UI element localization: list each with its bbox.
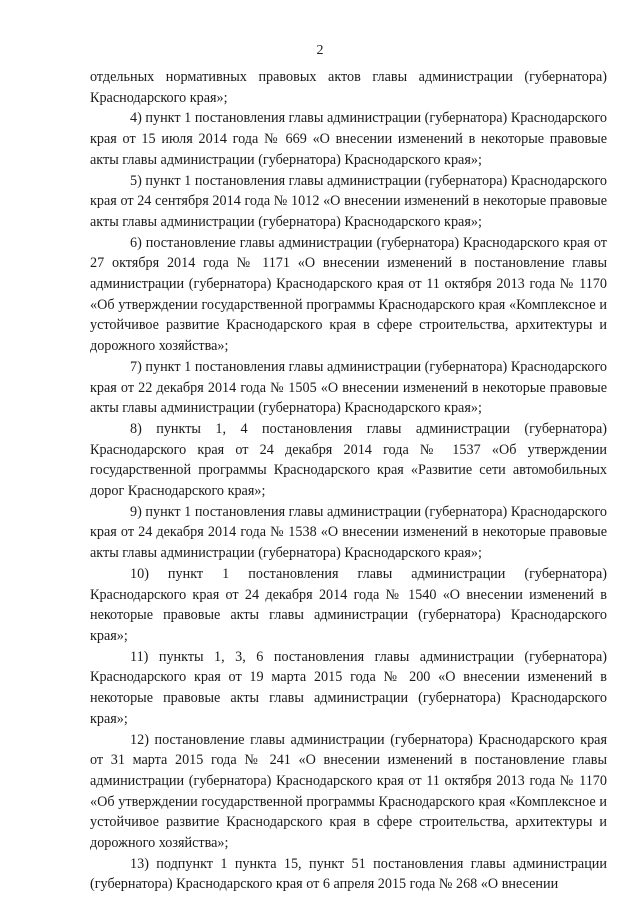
list-item: 6) постановление главы администрации (губернатора) Краснодарского края от 27 октября 2014 года № 1171 «О внесении изменений в постановление главы администрации (губернатора) Краснодарского края от 11 октября 2013 года № 1170 «Об утверждении государственной программы Краснодарского края «Комплексное и устойчивое развитие Краснодарского края в сфере строительства, архитектуры и дорожного хозяйства»; — [90, 234, 607, 355]
list-item: 8) пункты 1, 4 постановления главы администрации (губернатора) Краснодарского края от 24 декабря 2014 года № 1537 «Об утверждении государственной программы Краснодарского края «Развитие сети автомобильных дорог Краснодарского края»; — [90, 420, 607, 500]
paragraph-continuation: отдельных нормативных правовых актов главы администрации (губернатора) Краснодарского края»; — [90, 69, 607, 106]
list-item: 10) пункт 1 постановления главы администрации (губернатора) Краснодарского края от 24 декабря 2014 года № 1540 «О внесении изменений в некоторые правовые акты главы администрации (губернатора) Краснодарского края»; — [90, 565, 607, 644]
list-item: 11) пункты 1, 3, 6 постановления главы администрации (губернатора) Краснодарского края от 19 марта 2015 года № 200 «О внесении изменений в некоторые правовые акты главы администрации (губернатора) Краснодарского края»; — [90, 648, 607, 727]
list-item: 4) пункт 1 постановления главы администрации (губернатора) Краснодарского края от 15 июля 2014 года № 669 «О внесении изменений в некоторые правовые акты главы администрации (губернатора) Краснодарского края»; — [90, 110, 607, 168]
list-item: 9) пункт 1 постановления главы администрации (губернатора) Краснодарского края от 24 декабря 2014 года № 1538 «О внесении изменений в некоторые правовые акты главы администрации (губернатора) Краснодарского края»; — [90, 503, 607, 562]
list-item: 7) пункт 1 постановления главы администрации (губернатора) Краснодарского края от 22 декабря 2014 года № 1505 «О внесении изменений в некоторые правовые акты главы администрации (губернатора) Краснодарского края»; — [90, 358, 607, 417]
list-item: 12) постановление главы администрации (губернатора) Краснодарского края от 31 марта 2015 года № 241 «О внесении изменений в постановление главы администрации (губернатора) Краснодарского края от 11 октября 2013 года № 1170 «Об утверждении государственной программы Краснодарского края «Комплексное и устойчивое развитие Краснодарского края в сфере строительства, архитектуры и дорожного хозяйства»; — [90, 731, 607, 852]
page-number: 2 — [316, 43, 324, 58]
list-item: 5) пункт 1 постановления главы администрации (губернатора) Краснодарского края от 24 сентября 2014 года № 1012 «О внесении изменений в некоторые правовые акты главы администрации (губернатора) Краснодарского края»; — [90, 172, 607, 230]
document-body — [90, 67, 607, 895]
list-item: 13) подпункт 1 пункта 15, пункт 51 постановления главы администрации (губернатора) Краснодарского края от 6 апреля 2015 года № 268 «О внесении — [90, 855, 607, 893]
